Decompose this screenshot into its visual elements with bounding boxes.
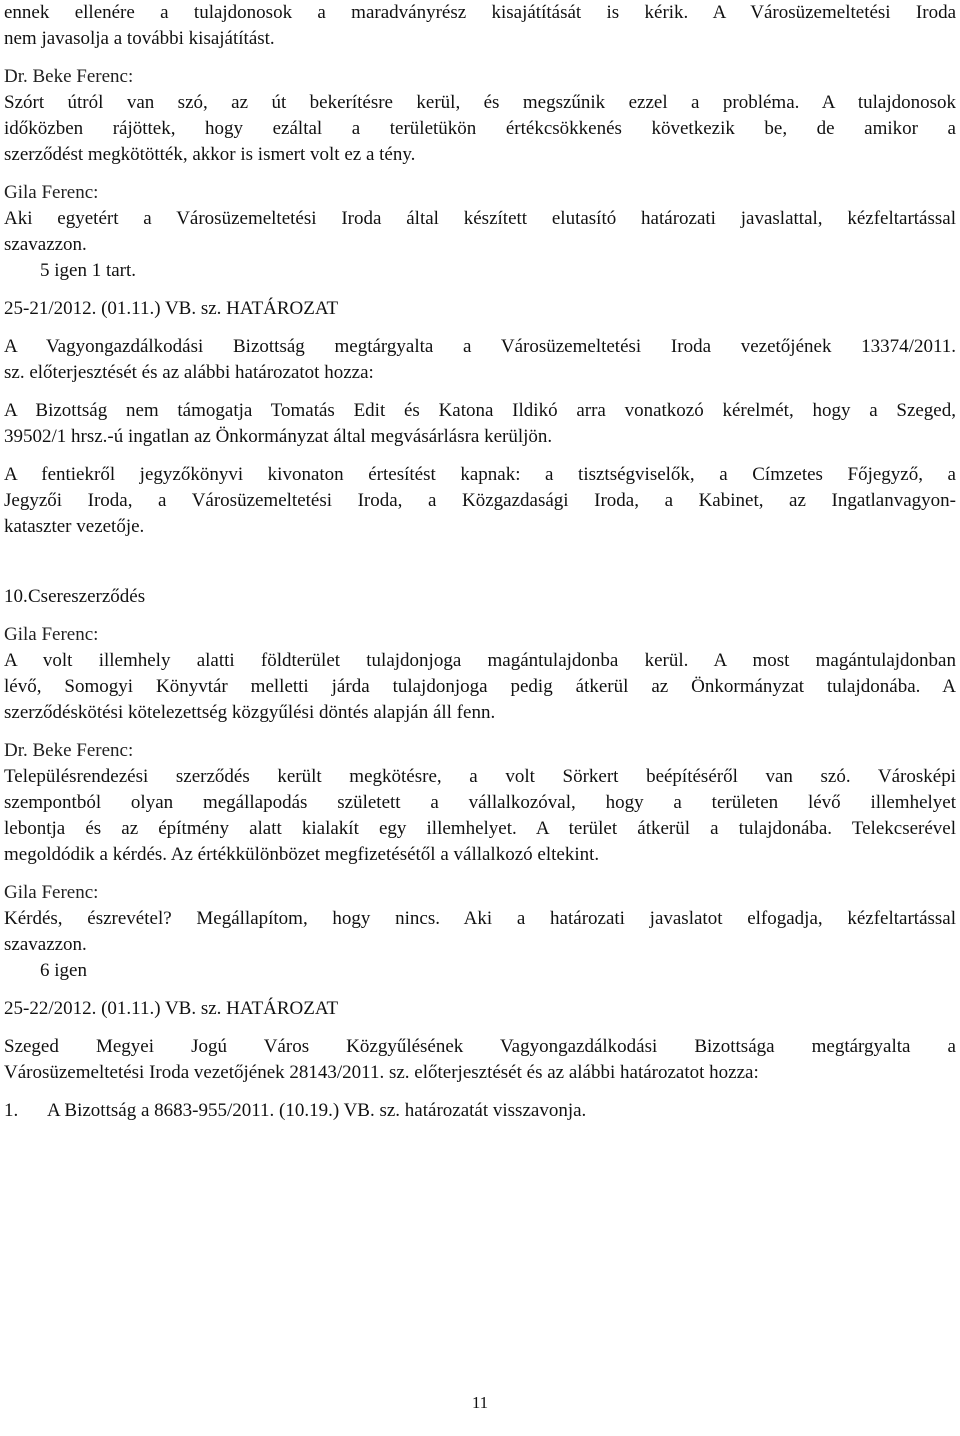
paragraph-line: Aki egyetért a Városüzemeltetési Iroda által készített elutasító határozati javaslattal, kézfeltartással xyxy=(4,208,956,229)
paragraph-line: A Vagyongazdálkodási Bizottság megtárgyalta a Városüzemeltetési Iroda vezetőjének 13374/2011. xyxy=(4,336,956,357)
vote-result: 5 igen 1 tart. xyxy=(40,260,137,281)
paragraph-line: szavazzon. xyxy=(4,234,87,255)
speaker-label: Dr. Beke Ferenc: xyxy=(4,740,134,761)
paragraph-line: sz. előterjesztését és az alábbi határozatot hozza: xyxy=(4,362,374,383)
paragraph-line: Városüzemeltetési Iroda vezetőjének 28143/2011. sz. előterjesztését és az alábbi határozatot hozza: xyxy=(4,1062,759,1083)
paragraph-line: Kérdés, észrevétel? Megállapítom, hogy nincs. Aki a határozati javaslatot elfogadja, kézfeltartással xyxy=(4,908,956,929)
paragraph-line: szempontból olyan megállapodás született a vállalkozóval, hogy a területen lévő illemhelyet xyxy=(4,792,956,813)
vote-result: 6 igen xyxy=(40,960,87,981)
document-page xyxy=(4,0,956,1124)
paragraph-line: nem javasolja a további kisajátítást. xyxy=(4,28,275,49)
paragraph-line: lebontja és az építmény alatt kialakít egy illemhelyet. A terület átkerül a tulajdonába. Telekcserével xyxy=(4,818,956,839)
paragraph-line: szavazzon. xyxy=(4,934,87,955)
paragraph-line: lévő, Somogyi Könyvtár melletti járda tulajdonjoga pedig átkerül az Önkormányzat tulajdonába. A xyxy=(4,676,956,697)
paragraph-line: ennek ellenére a tulajdonosok a maradványrész kisajátítását is kérik. A Városüzemeltetési Iroda xyxy=(4,2,956,23)
list-number: 1. xyxy=(4,1100,19,1121)
paragraph-line: Településrendezési szerződés került megkötésre, a volt Sörkert beépítéséről van szó. Városképi xyxy=(4,766,956,787)
speaker-label: Gila Ferenc: xyxy=(4,624,99,645)
speaker-label: Dr. Beke Ferenc: xyxy=(4,66,134,87)
paragraph-line: Szeged Megyei Jogú Város Közgyűlésének Vagyongazdálkodási Bizottsága megtárgyalta a xyxy=(4,1036,956,1057)
paragraph-line: 39502/1 hrsz.-ú ingatlan az Önkormányzat által megvásárlásra kerüljön. xyxy=(4,426,553,447)
paragraph-line: A fentiekről jegyzőkönyvi kivonaton értesítést kapnak: a tisztségviselők, a Címzetes Főjegyző, a xyxy=(4,464,956,485)
section-number: 10. xyxy=(4,586,28,607)
section-heading xyxy=(4,584,956,610)
paragraph-line: szerződéskötési kötelezettség közgyűlési döntés alapján áll fenn. xyxy=(4,702,496,723)
paragraph-line: megoldódik a kérdés. Az értékkülönbözet megfizetésétől a vállalkozó eltekint. xyxy=(4,844,600,865)
paragraph-line: szerződést megkötötték, akkor is ismert volt ez a tény. xyxy=(4,144,416,165)
list-item xyxy=(4,1098,956,1124)
paragraph-line: Jegyzői Iroda, a Városüzemeltetési Iroda, a Közgazdasági Iroda, a Kabinet, az Ingatlanvagyon- xyxy=(4,490,956,511)
speaker-label: Gila Ferenc: xyxy=(4,182,99,203)
paragraph-line: Szórt útról van szó, az út bekerítésre kerül, és megszűnik ezzel a probléma. A tulajdonosok xyxy=(4,92,956,113)
paragraph-line: A volt illemhely alatti földterület tulajdonjoga magántulajdonba kerül. A most magántulajdonban xyxy=(4,650,956,671)
page-number: 11 xyxy=(471,1393,489,1412)
section-title: Csereszerződés xyxy=(28,586,146,607)
paragraph-line: A Bizottság nem támogatja Tomatás Edit és Katona Ildikó arra vonatkozó kérelmét, hogy a Szeged, xyxy=(4,400,956,421)
resolution-id: 25-22/2012. (01.11.) VB. sz. HATÁROZAT xyxy=(4,998,339,1019)
paragraph-line: kataszter vezetője. xyxy=(4,516,145,537)
paragraph-line: időközben rájöttek, hogy ezáltal a területükön értékcsökkenés következik be, de amikor a xyxy=(4,118,956,139)
resolution-id: 25-21/2012. (01.11.) VB. sz. HATÁROZAT xyxy=(4,298,339,319)
speaker-label: Gila Ferenc: xyxy=(4,882,99,903)
list-text: A Bizottság a 8683-955/2011. (10.19.) VB. sz. határozatát visszavonja. xyxy=(47,1100,587,1121)
